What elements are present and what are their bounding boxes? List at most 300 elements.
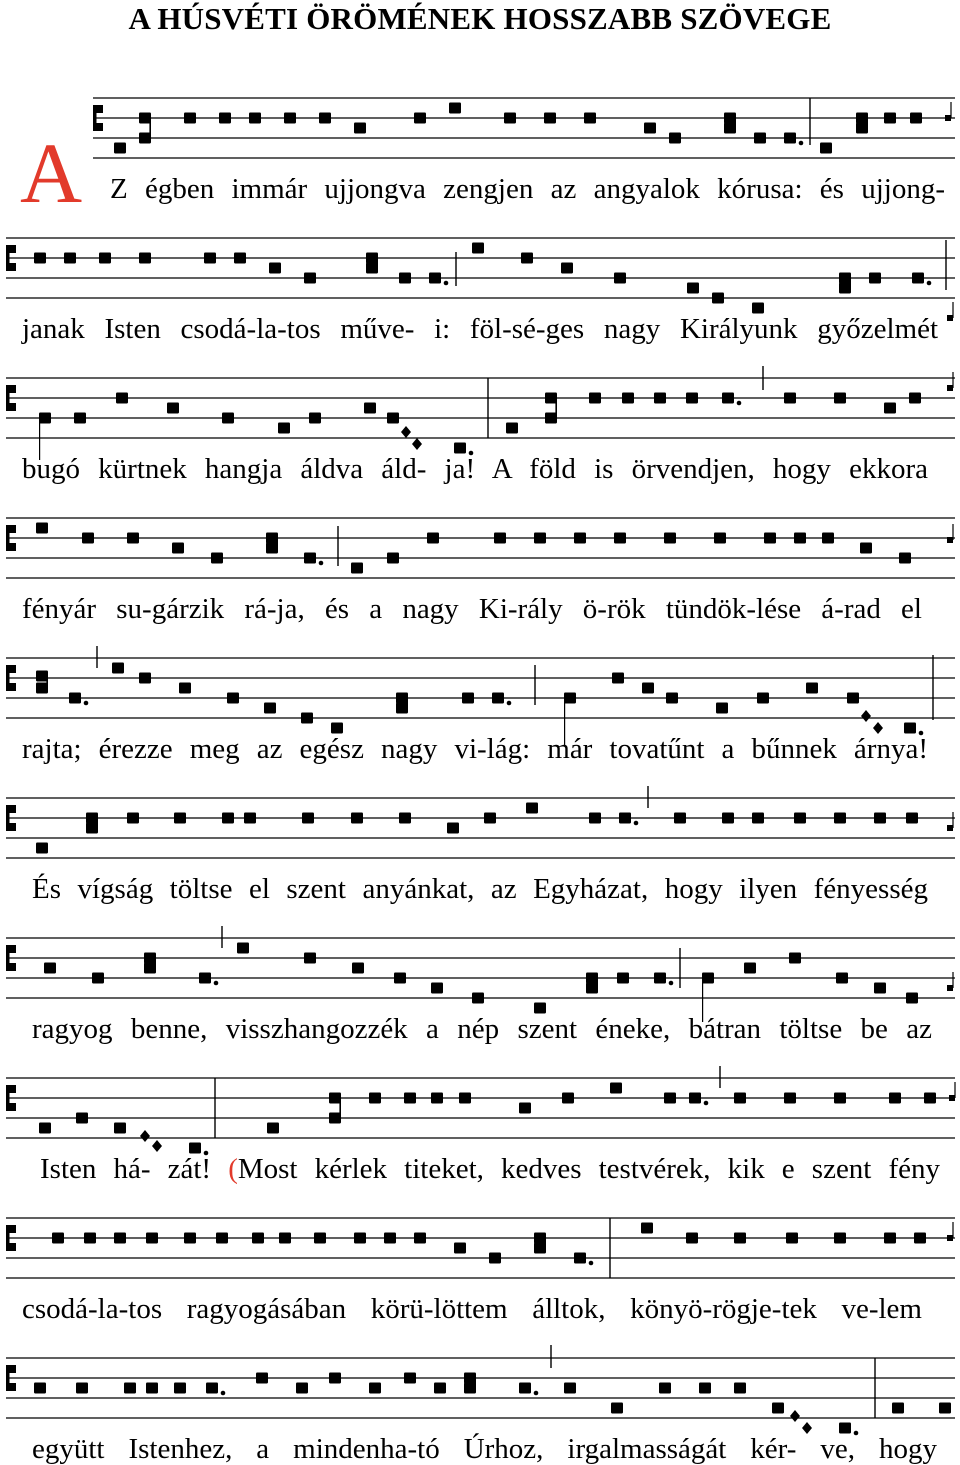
- neume-note: [586, 983, 598, 994]
- neume-note: [189, 1143, 201, 1154]
- neume-note: [687, 283, 699, 294]
- clef-upper-block: [6, 945, 16, 953]
- neume-note: [459, 1093, 471, 1104]
- pes-connector: [339, 1098, 341, 1118]
- pes-neume: [144, 953, 156, 974]
- red-initial-letter: A: [20, 125, 83, 221]
- neume-note: [431, 1093, 443, 1104]
- custos-mark: [947, 302, 953, 321]
- clef-upper-block: [6, 385, 16, 393]
- pes-neume: [856, 113, 868, 134]
- staff: [6, 518, 955, 578]
- custos-head: [947, 1235, 953, 1241]
- neume-note: [146, 1233, 158, 1244]
- neume-note: [899, 553, 911, 564]
- neume-note: [76, 1383, 88, 1394]
- rhombus-note: [861, 710, 871, 722]
- neume-note: [884, 113, 896, 124]
- neume-note: [834, 1233, 846, 1244]
- neume-note: [820, 143, 832, 154]
- neume-note: [127, 813, 139, 824]
- neume-note: [36, 671, 48, 682]
- neume-note: [266, 543, 278, 554]
- neume-note: [734, 1383, 746, 1394]
- neume-note: [36, 523, 48, 534]
- neume-note: [304, 273, 316, 284]
- neume-note: [394, 973, 406, 984]
- clef-upper-block: [6, 665, 16, 673]
- neume-note: [856, 123, 868, 134]
- custos-head: [949, 1095, 955, 1101]
- neume-note: [786, 1233, 798, 1244]
- neume-note: [179, 683, 191, 694]
- neume-note: [764, 533, 776, 544]
- neume-note: [399, 273, 411, 284]
- neume-note: [619, 813, 631, 824]
- neume-note: [669, 133, 681, 144]
- neume-note: [722, 813, 734, 824]
- neume-note: [722, 393, 734, 404]
- neume-note: [586, 973, 598, 984]
- neume-note: [219, 113, 231, 124]
- neume-note: [84, 1233, 96, 1244]
- neume-note: [404, 1373, 416, 1384]
- neume-note: [396, 693, 408, 704]
- rhombus-note: [152, 1140, 162, 1152]
- neume-note: [331, 723, 343, 734]
- neume-note: [366, 263, 378, 274]
- neume-note: [462, 693, 474, 704]
- neume-note: [144, 963, 156, 974]
- clef-upper-block: [6, 245, 16, 253]
- pes-connector: [596, 978, 598, 988]
- neume-note: [860, 543, 872, 554]
- lyric-line-4: fényár su-gárzik rá-ja, és a nagy Ki-rály ö-rök tündök-lése á-rad el: [22, 593, 922, 625]
- neume-note: [714, 533, 726, 544]
- staff: [6, 1218, 955, 1278]
- neume-note: [534, 1003, 546, 1014]
- neume-note: [114, 1233, 126, 1244]
- neume-note: [589, 393, 601, 404]
- neume-note: [806, 683, 818, 694]
- neume-note: [82, 533, 94, 544]
- neume-note: [174, 813, 186, 824]
- clef-lower-block: [6, 1103, 16, 1111]
- clef-upper-block: [6, 1225, 16, 1233]
- neume-note: [784, 393, 796, 404]
- neume-note: [387, 413, 399, 424]
- neume-note: [69, 693, 81, 704]
- neume-note: [92, 973, 104, 984]
- neume-note: [574, 1253, 586, 1264]
- neume-note: [644, 123, 656, 134]
- neume-note: [839, 283, 851, 294]
- lyric-line-6: És vígság töltse el szent anyánkat, az Egyházat, hogy ilyen fényesség: [32, 873, 928, 905]
- rhombus-note: [140, 1130, 150, 1142]
- rhombus-note: [790, 1410, 800, 1422]
- lyric-line-2: janak Isten csodá-la-tos műve- i: föl-sé-ges nagy Királyunk győzelmét: [22, 313, 938, 345]
- neume-note: [614, 533, 626, 544]
- custos-head: [947, 825, 953, 831]
- neume-note: [384, 1233, 396, 1244]
- custos-mark: [947, 812, 953, 831]
- neume-note: [699, 1383, 711, 1394]
- neume-note: [52, 1233, 64, 1244]
- lyric-line-3: bugó kürtnek hangja áldva áld- ja! A föld is örvendjen, hogy ekkora: [22, 453, 928, 485]
- neume-note: [39, 1123, 51, 1134]
- neume-note: [910, 113, 922, 124]
- neume-note: [822, 533, 834, 544]
- neume-note: [504, 113, 516, 124]
- mora-dot: [589, 1261, 594, 1266]
- neume-note: [284, 113, 296, 124]
- neume-note: [184, 113, 196, 124]
- neume-note: [472, 993, 484, 1004]
- neume-note: [414, 1233, 426, 1244]
- neume-note: [744, 963, 756, 974]
- neume-note: [369, 1383, 381, 1394]
- neume-note: [172, 543, 184, 554]
- neume-note: [204, 253, 216, 264]
- neume-note: [617, 973, 629, 984]
- clef-upper-block: [93, 105, 103, 113]
- staff: [6, 1345, 955, 1435]
- pes-connector: [154, 958, 156, 968]
- neume-note: [734, 1093, 746, 1104]
- neume-note: [427, 533, 439, 544]
- neume-note: [44, 963, 56, 974]
- mora-dot: [221, 1391, 226, 1396]
- rhombus-note: [401, 426, 411, 438]
- neume-note: [222, 413, 234, 424]
- custos-mark: [947, 972, 953, 991]
- neume-note: [614, 273, 626, 284]
- neume-note: [314, 1233, 326, 1244]
- neume-note: [906, 993, 918, 1004]
- neume-note: [329, 1113, 341, 1124]
- neume-note: [199, 973, 211, 984]
- staff: [93, 98, 955, 158]
- neume-note: [534, 533, 546, 544]
- neume-note: [686, 393, 698, 404]
- neume-note: [206, 1383, 218, 1394]
- clef-upper-block: [6, 525, 16, 533]
- pes-neume: [534, 1233, 546, 1254]
- custos-head: [947, 315, 953, 321]
- neume-note: [610, 1083, 622, 1094]
- neume-note: [76, 1113, 88, 1124]
- neume-note: [139, 673, 151, 684]
- neume-note: [266, 533, 278, 544]
- neume-note: [472, 243, 484, 254]
- neume-note: [99, 253, 111, 264]
- clef-lower-block: [6, 1383, 16, 1391]
- mora-dot: [534, 1391, 539, 1396]
- custos-head: [947, 985, 953, 991]
- neume-note: [296, 1383, 308, 1394]
- pes-connector: [544, 1238, 546, 1248]
- custos-mark: [947, 524, 953, 543]
- neume-note: [519, 1383, 531, 1394]
- clef-upper-block: [6, 805, 16, 813]
- neume-note: [836, 973, 848, 984]
- neume-note: [702, 973, 714, 984]
- neume-note: [641, 1223, 653, 1234]
- neume-note: [561, 263, 573, 274]
- mora-dot: [704, 1101, 709, 1106]
- mora-dot: [669, 981, 674, 986]
- staff: [6, 926, 955, 1022]
- lyric-segment: Isten há- zát!: [40, 1153, 212, 1185]
- neume-note: [564, 693, 576, 704]
- pes-neume: [586, 973, 598, 994]
- neume-note: [545, 393, 557, 404]
- neume-note: [892, 1403, 904, 1414]
- neume-note: [351, 813, 363, 824]
- neume-note: [234, 253, 246, 264]
- neume-note: [329, 1093, 341, 1104]
- neume-note: [139, 113, 151, 124]
- neume-note: [494, 533, 506, 544]
- mora-dot: [84, 701, 89, 706]
- neume-note: [924, 1093, 936, 1104]
- neume-note: [874, 983, 886, 994]
- neume-note: [754, 133, 766, 144]
- pes-neume: [36, 671, 48, 694]
- neume-note: [734, 1233, 746, 1244]
- custos-head: [947, 385, 953, 391]
- neume-note: [834, 393, 846, 404]
- mora-dot: [507, 701, 512, 706]
- clef-upper-block: [6, 1085, 16, 1093]
- neume-note: [116, 393, 128, 404]
- neume-note: [447, 823, 459, 834]
- neume-note: [589, 813, 601, 824]
- neume-note: [279, 1233, 291, 1244]
- neume-note: [352, 963, 364, 974]
- neume-note: [269, 263, 281, 274]
- neume-note: [449, 103, 461, 114]
- neume-note: [492, 693, 504, 704]
- neume-note: [912, 273, 924, 284]
- clef-lower-block: [6, 1243, 16, 1251]
- neume-note: [369, 1093, 381, 1104]
- neume-note: [396, 703, 408, 714]
- lyric-line-5: rajta; érezze meg az egész nagy vi-lág: már tovatűnt a bűnnek árnya!: [22, 733, 928, 765]
- neume-note: [74, 413, 86, 424]
- neume-note: [834, 1093, 846, 1104]
- neume-note: [139, 133, 151, 144]
- neume-note: [404, 1093, 416, 1104]
- neume-note: [222, 813, 234, 824]
- neume-note: [574, 533, 586, 544]
- neume-note: [584, 113, 596, 124]
- page-title: A HÚSVÉTI ÖRÖMÉNEK HOSSZABB SZÖVEGE: [128, 1, 832, 36]
- neume-note: [434, 1383, 446, 1394]
- neume-note: [521, 253, 533, 264]
- clef-lower-block: [6, 403, 16, 411]
- lyric-line-1: Z égben immár ujjongva zengjen az angyalok kórusa: és ujjong-: [110, 173, 945, 205]
- mora-dot: [799, 141, 804, 146]
- neume-note: [794, 533, 806, 544]
- mora-dot: [927, 281, 932, 286]
- neume-note: [249, 113, 261, 124]
- mora-dot: [214, 981, 219, 986]
- neume-note: [847, 693, 859, 704]
- neume-note: [399, 813, 411, 824]
- neume-note: [757, 693, 769, 704]
- neume-note: [789, 953, 801, 964]
- neume-note: [351, 563, 363, 574]
- neume-note: [794, 813, 806, 824]
- neume-note: [114, 1123, 126, 1134]
- neume-note: [39, 413, 51, 424]
- neume-note: [712, 293, 724, 304]
- lyric-segment: Most kérlek titeket, kedves testvérek, kik e szent fény: [237, 1153, 941, 1185]
- custos-mark: [945, 102, 951, 121]
- neume-note: [139, 253, 151, 264]
- neume-note: [36, 843, 48, 854]
- neume-note: [366, 253, 378, 264]
- neume-note: [124, 1383, 136, 1394]
- neume-note: [659, 1383, 671, 1394]
- pes-connector: [96, 818, 98, 828]
- neume-note: [112, 663, 124, 674]
- neume-note: [724, 113, 736, 124]
- pes-neume: [724, 113, 736, 134]
- lyric-line-8: [40, 1154, 940, 1184]
- neume-note: [674, 813, 686, 824]
- pes-neume: [396, 693, 408, 714]
- neume-note: [909, 393, 921, 404]
- neume-note: [839, 273, 851, 284]
- neume-note: [642, 683, 654, 694]
- clef-lower-block: [6, 683, 16, 691]
- neume-note: [86, 813, 98, 824]
- neume-note: [654, 393, 666, 404]
- neume-note: [454, 443, 466, 454]
- rhombus-note: [412, 438, 422, 450]
- neume-note: [622, 393, 634, 404]
- neume-note: [167, 403, 179, 414]
- clef-lower-block: [6, 543, 16, 551]
- neume-note: [562, 1093, 574, 1104]
- neume-note: [519, 1103, 531, 1114]
- neume-note: [689, 1093, 701, 1104]
- neume-note: [429, 273, 441, 284]
- pes-connector: [276, 538, 278, 548]
- neume-note: [184, 1233, 196, 1244]
- neume-note: [34, 1383, 46, 1394]
- neume-note: [329, 1373, 341, 1384]
- neume-note: [874, 813, 886, 824]
- pes-neume: [86, 813, 98, 834]
- neume-note: [772, 1403, 784, 1414]
- neume-note: [304, 953, 316, 964]
- neume-note: [686, 1233, 698, 1244]
- neume-note: [784, 133, 796, 144]
- clef-lower-block: [93, 123, 103, 131]
- neume-note: [752, 813, 764, 824]
- pes-connector: [149, 118, 151, 138]
- neume-note: [784, 1093, 796, 1104]
- neume-note: [612, 673, 624, 684]
- pes-connector: [734, 118, 736, 128]
- neume-note: [216, 1233, 228, 1244]
- pes-neume: [139, 113, 151, 144]
- neume-note: [664, 1093, 676, 1104]
- neume-note: [752, 303, 764, 314]
- neume-note: [252, 1233, 264, 1244]
- neume-note: [489, 1253, 501, 1264]
- neume-note: [534, 1243, 546, 1254]
- pes-connector: [46, 676, 48, 688]
- clef-lower-block: [6, 823, 16, 831]
- neume-note: [484, 813, 496, 824]
- neume-note: [939, 1403, 951, 1414]
- lyric-line-9: csodá-la-tos ragyogásában körü-löttem álltok, könyö-rögje-tek ve-lem: [22, 1293, 922, 1325]
- pes-connector: [555, 398, 557, 418]
- neume-note: [114, 143, 126, 154]
- neume-note: [724, 123, 736, 134]
- neume-note: [387, 553, 399, 564]
- pes-neume: [366, 253, 378, 274]
- neume-note: [364, 403, 376, 414]
- neume-note: [127, 533, 139, 544]
- clef-lower-block: [6, 263, 16, 271]
- pes-neume: [839, 273, 851, 294]
- neume-note: [856, 113, 868, 124]
- staff: [6, 366, 955, 460]
- neume-note: [354, 1233, 366, 1244]
- neume-note: [267, 1123, 279, 1134]
- pes-connector: [866, 118, 868, 128]
- mora-dot: [634, 821, 639, 826]
- neume-note: [414, 113, 426, 124]
- neume-note: [545, 413, 557, 424]
- lyric-line-10: együtt Istenhez, a mindenha-tó Úrhoz, irgalmasságát kér- ve, hogy: [32, 1433, 937, 1465]
- pes-connector: [474, 1378, 476, 1388]
- neume-note: [834, 813, 846, 824]
- neume-note: [654, 973, 666, 984]
- neume-note: [36, 683, 48, 694]
- neume-note: [884, 403, 896, 414]
- pes-neume: [464, 1373, 476, 1394]
- red-parenthesis: (: [228, 1153, 238, 1185]
- neume-note: [464, 1383, 476, 1394]
- neume-note: [664, 533, 676, 544]
- pes-connector: [849, 278, 851, 288]
- neume-note: [914, 1233, 926, 1244]
- neume-note: [839, 1423, 851, 1434]
- neume-note: [304, 553, 316, 564]
- neume-note: [904, 723, 916, 734]
- pes-neume: [545, 393, 557, 424]
- neume-note: [302, 813, 314, 824]
- neume-note: [454, 1243, 466, 1254]
- pes-neume: [329, 1093, 341, 1124]
- neume-note: [889, 1093, 901, 1104]
- neume-note: [237, 943, 249, 954]
- custos-mark: [949, 1082, 955, 1101]
- neume-note: [431, 983, 443, 994]
- clef-upper-block: [6, 1365, 16, 1373]
- neume-note: [227, 693, 239, 704]
- neume-note: [464, 1373, 476, 1384]
- neume-note: [86, 823, 98, 834]
- pes-neume: [266, 533, 278, 554]
- mora-dot: [444, 281, 449, 286]
